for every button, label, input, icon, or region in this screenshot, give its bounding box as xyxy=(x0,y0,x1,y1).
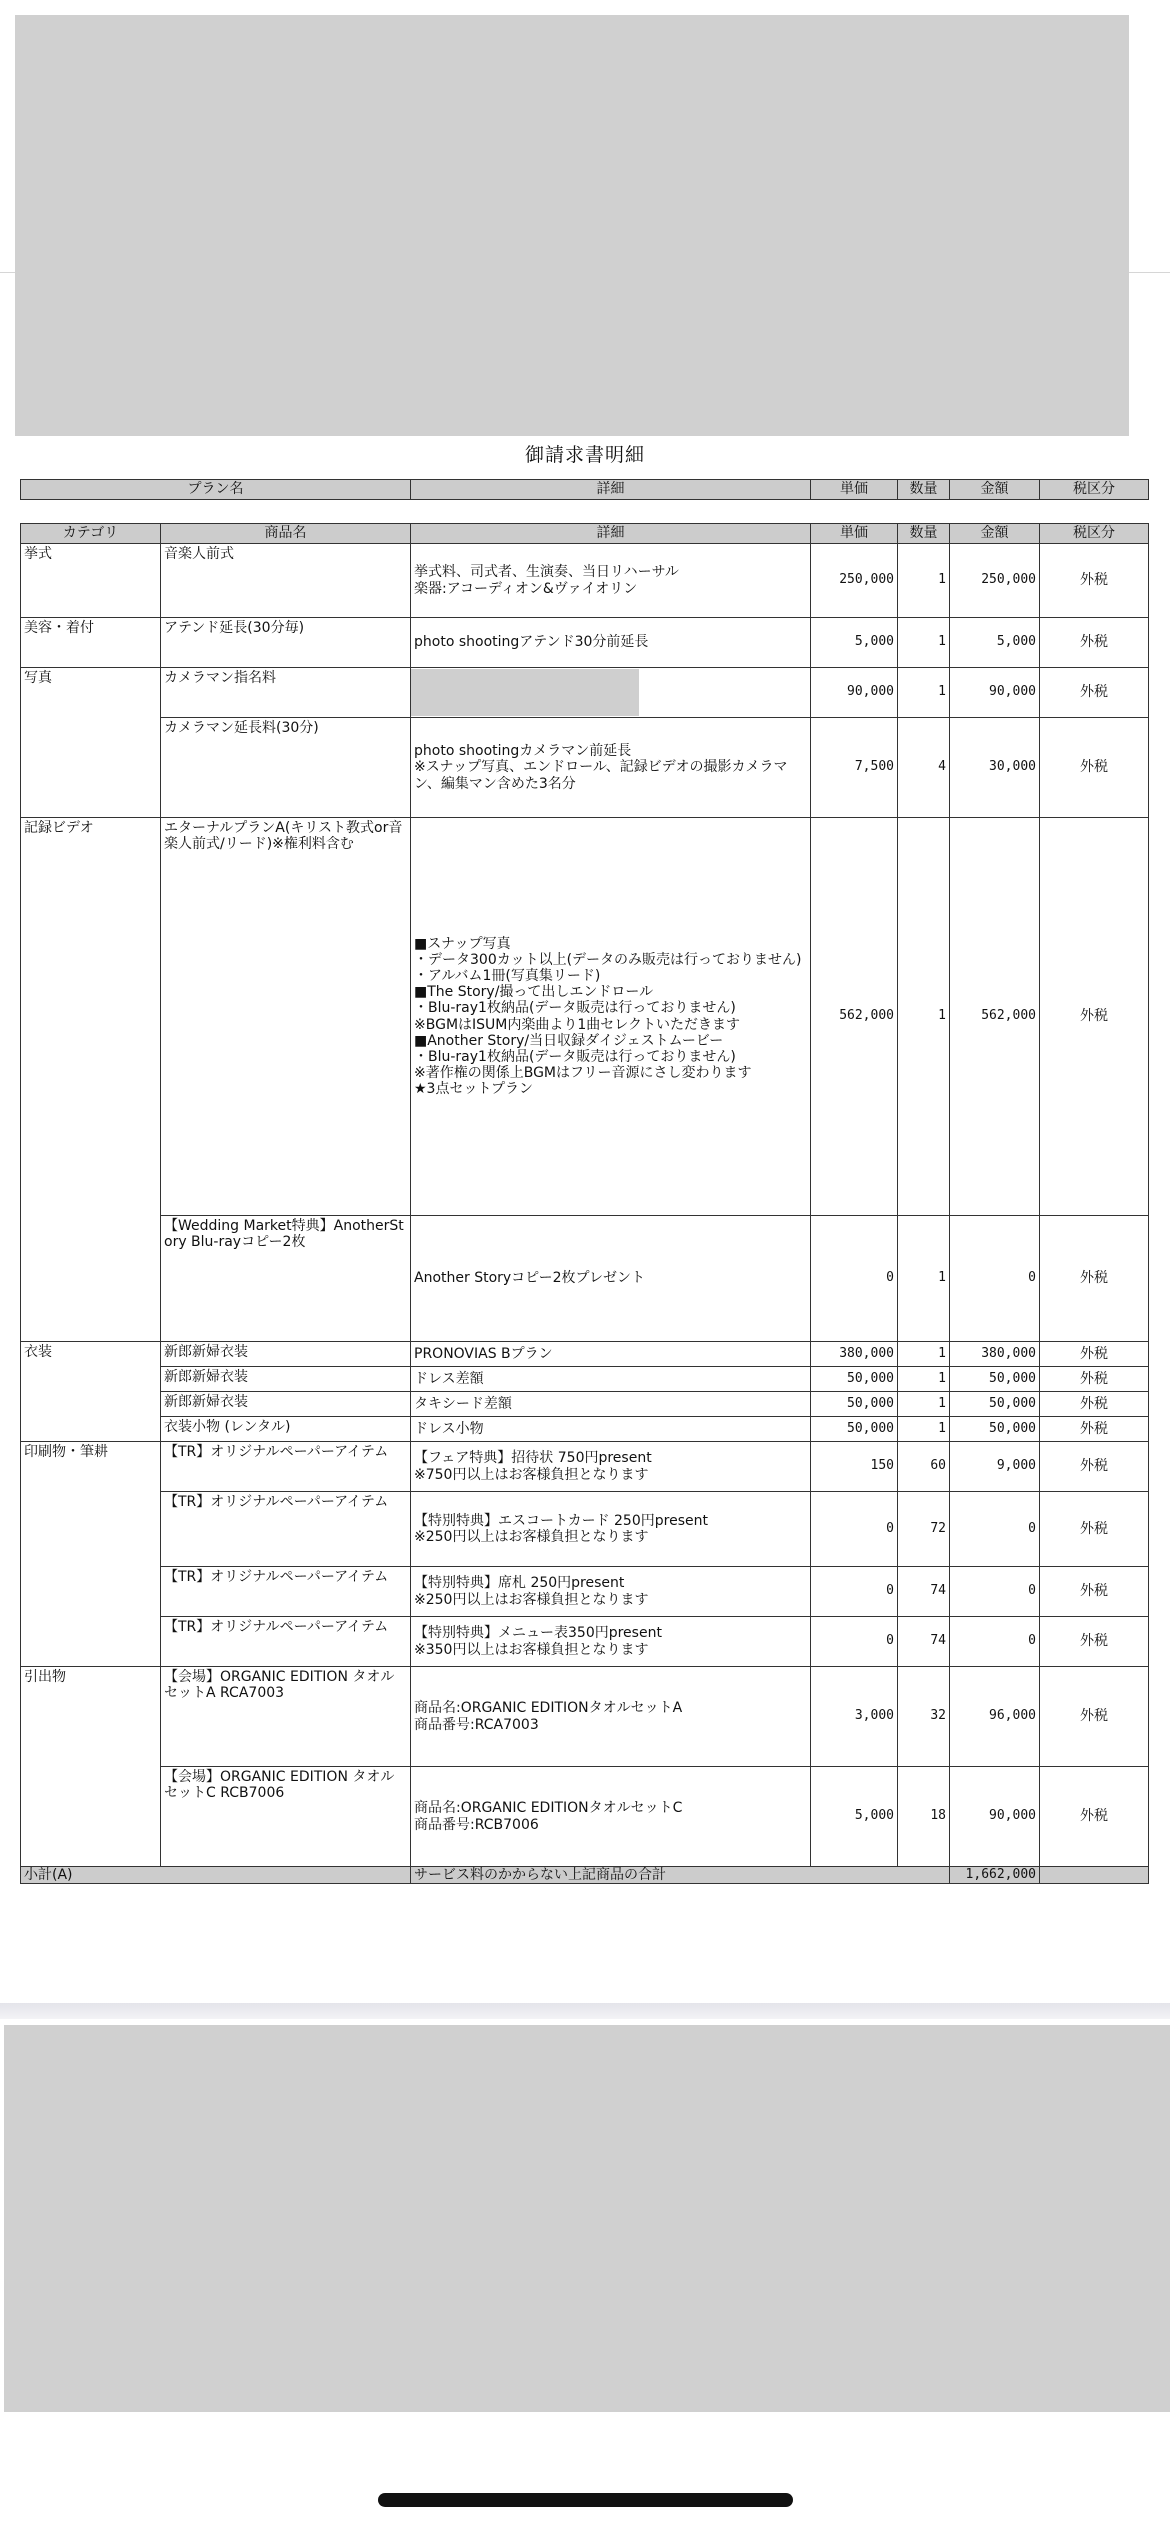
price-cell: 50,000 xyxy=(811,1417,898,1442)
subtotal-amount: 1,662,000 xyxy=(950,1867,1040,1884)
table-row xyxy=(21,818,1149,1216)
amount-cell: 0 xyxy=(950,1216,1040,1342)
amount-cell: 30,000 xyxy=(950,718,1040,818)
qty-cell: 32 xyxy=(898,1667,950,1767)
detail-cell: タキシード差額 xyxy=(411,1392,811,1417)
detail-cell xyxy=(411,668,811,718)
tax-cell: 外税 xyxy=(1040,1667,1149,1767)
category-cell xyxy=(21,1216,161,1342)
document-title: 御請求書明細 xyxy=(524,444,645,466)
tax-cell: 外税 xyxy=(1040,1216,1149,1342)
detail-cell: 【特別特典】席札 250円present ※250円以上はお客様負担となります xyxy=(411,1567,811,1617)
price-cell: 5,000 xyxy=(811,618,898,668)
category-cell xyxy=(21,1767,161,1867)
subtotal-label: 小計(A) xyxy=(21,1867,411,1884)
product-cell: 新郎新婦衣装 xyxy=(161,1367,411,1392)
plan-header-qty: 数量 xyxy=(898,480,950,500)
table-row xyxy=(21,1442,1149,1492)
tax-cell: 外税 xyxy=(1040,1492,1149,1567)
category-cell xyxy=(21,1417,161,1442)
qty-cell: 1 xyxy=(898,1342,950,1367)
qty-cell: 1 xyxy=(898,1392,950,1417)
qty-cell: 1 xyxy=(898,544,950,618)
category-cell xyxy=(21,1617,161,1667)
redacted-area-top xyxy=(15,15,1129,436)
page-break-band xyxy=(0,2003,1170,2019)
qty-cell: 74 xyxy=(898,1567,950,1617)
plan-header-table xyxy=(20,479,1149,500)
category-cell: 衣装 xyxy=(21,1342,161,1367)
price-cell: 0 xyxy=(811,1492,898,1567)
table-row xyxy=(21,544,1149,618)
category-cell xyxy=(21,1567,161,1617)
amount-cell: 380,000 xyxy=(950,1342,1040,1367)
table-row xyxy=(21,1216,1149,1342)
price-cell: 0 xyxy=(811,1617,898,1667)
detail-cell: 商品名:ORGANIC EDITIONタオルセットA 商品番号:RCA7003 xyxy=(411,1667,811,1767)
amount-cell: 50,000 xyxy=(950,1392,1040,1417)
detail-cell: photo shootingカメラマン前延長 ※スナップ写真、エンドロール、記録ビデオの撮影カメラマン、編集マン含めた3名分 xyxy=(411,718,811,818)
price-cell: 3,000 xyxy=(811,1667,898,1767)
table-row xyxy=(21,618,1149,668)
qty-cell: 1 xyxy=(898,668,950,718)
subtotal-tax-empty xyxy=(1040,1867,1149,1884)
plan-header-name: プラン名 xyxy=(21,480,411,500)
amount-cell: 0 xyxy=(950,1567,1040,1617)
product-cell: カメラマン指名料 xyxy=(161,668,411,718)
price-cell: 5,000 xyxy=(811,1767,898,1867)
amount-cell: 5,000 xyxy=(950,618,1040,668)
table-row xyxy=(21,1492,1149,1567)
plan-header-price: 単価 xyxy=(811,480,898,500)
category-cell: 挙式 xyxy=(21,544,161,618)
detail-cell: ■スナップ写真 ・データ300カット以上(データのみ販売は行っておりません) ・アルバム1冊(写真集リード) ■The Story/撮って出しエンドロール ・Blu-ray1枚納品(データ販売は行っておりません) ※BGMはISUM内楽曲より1曲セレクトいただきます ■Another Story/当日収録ダイジェストムービー ・Blu-ray1枚納品(データ販売は行っておりません) ※著作権の関係上BGMはフリー音源にさし変わります ★3点セットプラン xyxy=(411,818,811,1216)
product-cell: 新郎新婦衣装 xyxy=(161,1392,411,1417)
qty-cell: 60 xyxy=(898,1442,950,1492)
subtotal-row xyxy=(21,1867,1149,1884)
tax-cell: 外税 xyxy=(1040,1617,1149,1667)
table-row xyxy=(21,1367,1149,1392)
tax-cell: 外税 xyxy=(1040,1417,1149,1442)
tax-cell: 外税 xyxy=(1040,1367,1149,1392)
header-qty: 数量 xyxy=(898,524,950,544)
header-price: 単価 xyxy=(811,524,898,544)
amount-cell: 90,000 xyxy=(950,668,1040,718)
qty-cell: 18 xyxy=(898,1767,950,1867)
tax-cell: 外税 xyxy=(1040,544,1149,618)
detail-cell: ドレス差額 xyxy=(411,1367,811,1392)
tax-cell: 外税 xyxy=(1040,1567,1149,1617)
table-row xyxy=(21,718,1149,818)
redacted-area-bottom xyxy=(4,2025,1170,2412)
table-row xyxy=(21,1392,1149,1417)
qty-cell: 4 xyxy=(898,718,950,818)
tax-cell: 外税 xyxy=(1040,818,1149,1216)
price-cell: 50,000 xyxy=(811,1392,898,1417)
amount-cell: 562,000 xyxy=(950,818,1040,1216)
price-cell: 90,000 xyxy=(811,668,898,718)
plan-header-detail: 詳細 xyxy=(411,480,811,500)
table-row xyxy=(21,1667,1149,1767)
product-cell: 【会場】ORGANIC EDITION タオルセットC RCB7006 xyxy=(161,1767,411,1867)
qty-cell: 1 xyxy=(898,818,950,1216)
subtotal-description: サービス料のかからない上記商品の合計 xyxy=(411,1867,950,1884)
category-cell: 写真 xyxy=(21,668,161,718)
price-cell: 150 xyxy=(811,1442,898,1492)
detail-cell: 商品名:ORGANIC EDITIONタオルセットC 商品番号:RCB7006 xyxy=(411,1767,811,1867)
product-cell: 新郎新婦衣装 xyxy=(161,1342,411,1367)
detail-cell: 挙式料、司式者、生演奏、当日リハーサル 楽器:アコーディオン&ヴァイオリン xyxy=(411,544,811,618)
amount-cell: 90,000 xyxy=(950,1767,1040,1867)
amount-cell: 9,000 xyxy=(950,1442,1040,1492)
price-cell: 7,500 xyxy=(811,718,898,818)
qty-cell: 1 xyxy=(898,618,950,668)
tax-cell: 外税 xyxy=(1040,1442,1149,1492)
table-row xyxy=(21,1417,1149,1442)
product-cell: 【会場】ORGANIC EDITION タオルセットA RCA7003 xyxy=(161,1667,411,1767)
product-cell: 【TR】オリジナルペーパーアイテム xyxy=(161,1567,411,1617)
plan-header-amount: 金額 xyxy=(950,480,1040,500)
plan-header-tax: 税区分 xyxy=(1040,480,1149,500)
product-cell: 【Wedding Market特典】AnotherStory Blu-rayコピー2枚 xyxy=(161,1216,411,1342)
price-cell: 562,000 xyxy=(811,818,898,1216)
tax-cell: 外税 xyxy=(1040,1767,1149,1867)
qty-cell: 1 xyxy=(898,1367,950,1392)
table-row xyxy=(21,668,1149,718)
item-table xyxy=(20,523,1149,1884)
table-row xyxy=(21,1617,1149,1667)
home-indicator[interactable] xyxy=(378,2493,793,2507)
category-cell: 美容・着付 xyxy=(21,618,161,668)
price-cell: 0 xyxy=(811,1567,898,1617)
product-cell: 【TR】オリジナルペーパーアイテム xyxy=(161,1442,411,1492)
amount-cell: 96,000 xyxy=(950,1667,1040,1767)
detail-cell: 【特別特典】メニュー表350円present ※350円以上はお客様負担となります xyxy=(411,1617,811,1667)
table-row xyxy=(21,1767,1149,1867)
price-cell: 250,000 xyxy=(811,544,898,618)
product-cell: 【TR】オリジナルペーパーアイテム xyxy=(161,1617,411,1667)
product-cell: アテンド延長(30分毎) xyxy=(161,618,411,668)
price-cell: 50,000 xyxy=(811,1367,898,1392)
product-cell: 【TR】オリジナルペーパーアイテム xyxy=(161,1492,411,1567)
amount-cell: 0 xyxy=(950,1492,1040,1567)
product-cell: 音楽人前式 xyxy=(161,544,411,618)
category-cell: 記録ビデオ xyxy=(21,818,161,1216)
amount-cell: 50,000 xyxy=(950,1367,1040,1392)
detail-cell: ドレス小物 xyxy=(411,1417,811,1442)
qty-cell: 72 xyxy=(898,1492,950,1567)
amount-cell: 50,000 xyxy=(950,1417,1040,1442)
category-cell xyxy=(21,718,161,818)
category-cell: 引出物 xyxy=(21,1667,161,1767)
category-cell xyxy=(21,1367,161,1392)
category-cell xyxy=(21,1492,161,1567)
tax-cell: 外税 xyxy=(1040,1392,1149,1417)
tax-cell: 外税 xyxy=(1040,1342,1149,1367)
header-amount: 金額 xyxy=(950,524,1040,544)
category-cell xyxy=(21,1392,161,1417)
table-row xyxy=(21,1342,1149,1367)
table-row xyxy=(21,1567,1149,1617)
qty-cell: 1 xyxy=(898,1417,950,1442)
product-cell: カメラマン延長料(30分) xyxy=(161,718,411,818)
amount-cell: 250,000 xyxy=(950,544,1040,618)
detail-cell: PRONOVIAS Bプラン xyxy=(411,1342,811,1367)
detail-cell: Another Storyコピー2枚プレゼント xyxy=(411,1216,811,1342)
redacted-detail xyxy=(411,669,639,716)
detail-cell: 【フェア特典】招待状 750円present ※750円以上はお客様負担となります xyxy=(411,1442,811,1492)
price-cell: 0 xyxy=(811,1216,898,1342)
qty-cell: 1 xyxy=(898,1216,950,1342)
header-detail: 詳細 xyxy=(411,524,811,544)
header-tax: 税区分 xyxy=(1040,524,1149,544)
product-cell: 衣装小物 (レンタル) xyxy=(161,1417,411,1442)
detail-cell: 【特別特典】エスコートカード 250円present ※250円以上はお客様負担となります xyxy=(411,1492,811,1567)
qty-cell: 74 xyxy=(898,1617,950,1667)
tax-cell: 外税 xyxy=(1040,618,1149,668)
product-cell: エターナルプランA(キリスト教式or音楽人前式/リード)※権利料含む xyxy=(161,818,411,1216)
category-cell: 印刷物・筆耕 xyxy=(21,1442,161,1492)
tax-cell: 外税 xyxy=(1040,668,1149,718)
tax-cell: 外税 xyxy=(1040,718,1149,818)
header-product: 商品名 xyxy=(161,524,411,544)
header-category: カテゴリ xyxy=(21,524,161,544)
price-cell: 380,000 xyxy=(811,1342,898,1367)
amount-cell: 0 xyxy=(950,1617,1040,1667)
detail-cell: photo shootingアテンド30分前延長 xyxy=(411,618,811,668)
